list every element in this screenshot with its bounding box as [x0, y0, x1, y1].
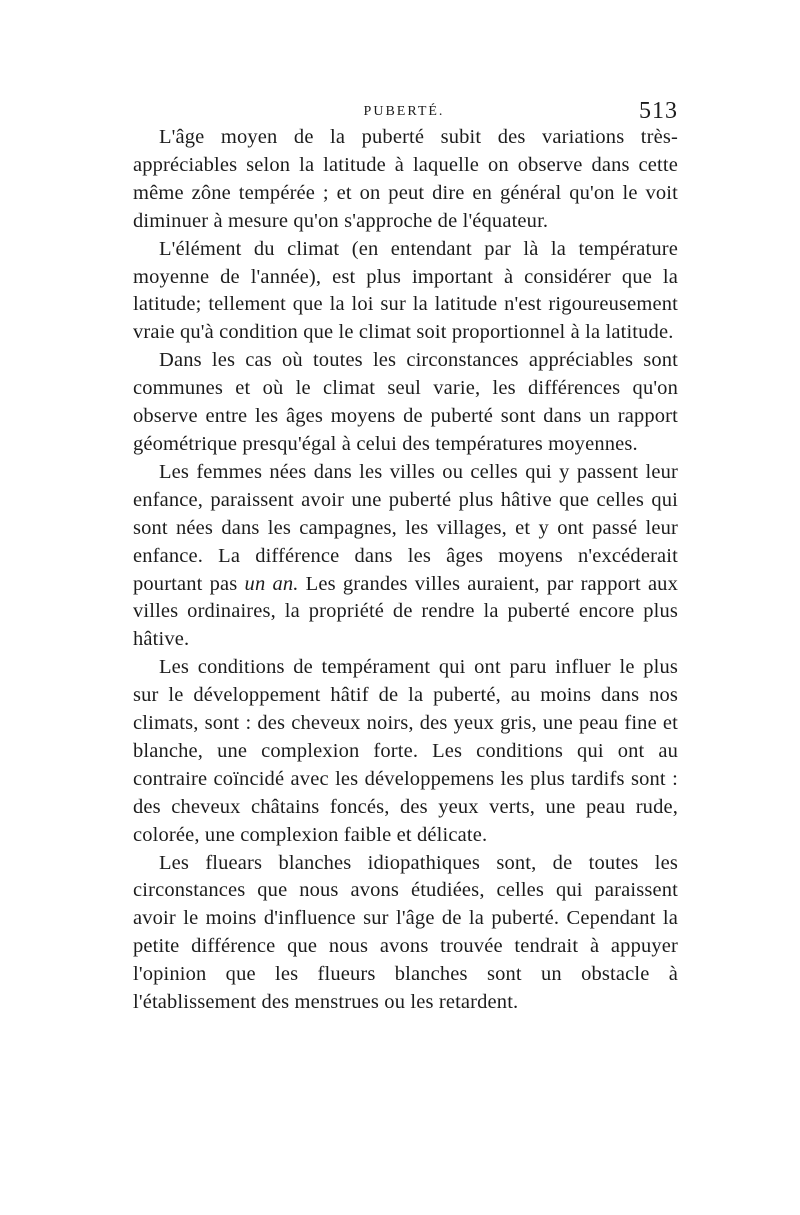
paragraph-cities [133, 459, 678, 654]
paragraph-cities-before: Les femmes nées dans les villes ou celles qui y passent leur enfance, paraissent avoir une puberté plus hâtive que celles qui sont nées dans les campagnes, les villages, et y ont passé leur enfance. La différence dans les âges moyens n'excéderait pourtant pas [133, 460, 678, 595]
running-title: PUBERTÉ. [363, 104, 445, 119]
page-number: 513 [639, 98, 678, 124]
paragraph-cities-emphasis: un an. [244, 572, 299, 595]
body-text [133, 124, 678, 1017]
paragraph-flueurs: Les fluears blanches idiopathiques sont, de toutes les circonstances que nous avons étudiées, celles qui paraissent avoir le moins d'influence sur l'âge de la puberté. Cependant la petite différence que nous avons trouvée tendrait à appuyer l'opinion que les flueurs blanches sont un obstacle à l'établissement des menstrues ou les retardent. [133, 851, 678, 1014]
paragraph-age-latitude: L'âge moyen de la puberté subit des variations très-appréciables selon la latitude à laquelle on observe dans cette même zône tempérée ; et on peut dire en général qu'on le voit diminuer à mesure qu'on s'approche de l'équateur. [133, 126, 678, 232]
paragraph-climate: L'élément du climat (en entendant par là la température moyenne de l'année), est plus important à considérer que la latitude; tellement que la loi sur la latitude n'est rigoureusement vraie qu'à condition que le climat soit proportionnel à la latitude. [133, 237, 678, 344]
paragraph-temperament: Les conditions de tempérament qui ont paru influer le plus sur le développement hâtif de la puberté, au moins dans nos climats, sont : des cheveux noirs, des yeux gris, une peau fine et blanche, une complexion forte. Les conditions qui ont au contraire coïncidé avec les développemens les plus tardifs sont : des cheveux châtains foncés, des yeux verts, une peau rude, colorée, une complexion faible et délicate. [133, 656, 678, 846]
paragraph-cities-after: Les grandes villes auraient, par rapport aux villes ordinaires, la propriété de rendre la puberté encore plus hâtive. [133, 572, 678, 651]
paragraph-temperature-ratio: Dans les cas où toutes les circonstances appréciables sont communes et où le climat seul varie, les différences qu'on observe entre les âges moyens de puberté sont dans un rapport géométrique presqu'égal à celui des températures moyennes. [133, 349, 678, 455]
